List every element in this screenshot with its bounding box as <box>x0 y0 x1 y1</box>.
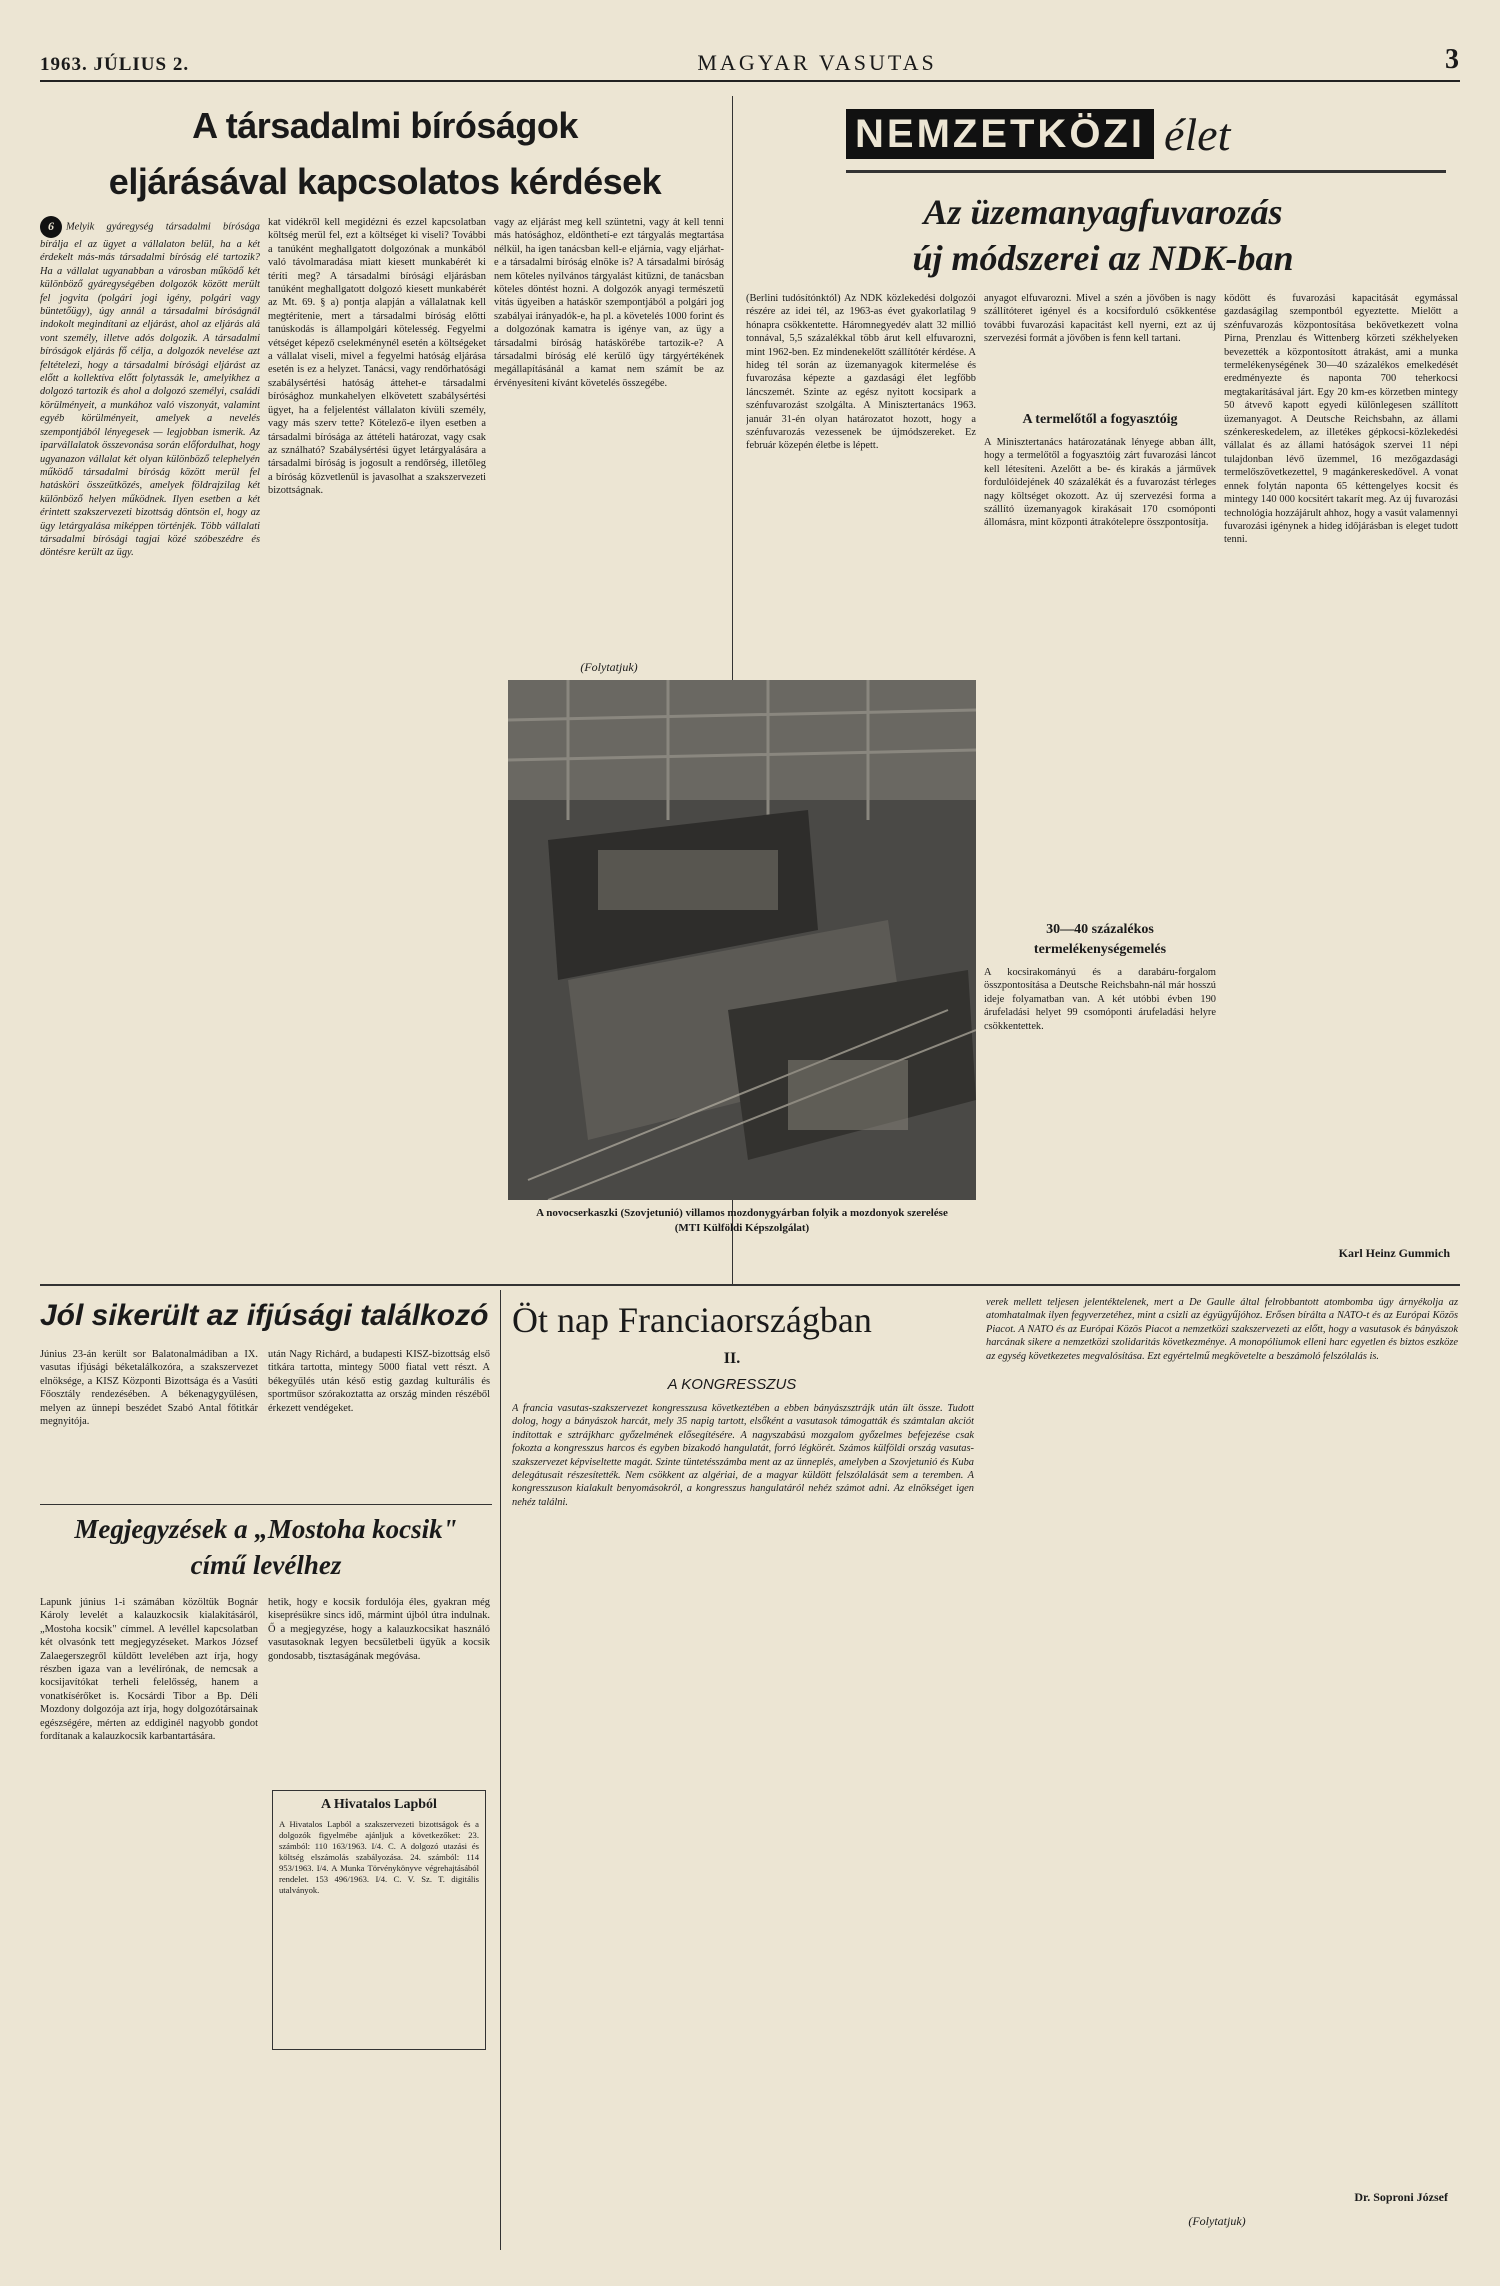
article-subheading: 30—40 százalékos termelékenységemelés <box>1033 922 1167 957</box>
article-column <box>268 1348 490 1498</box>
article-column <box>984 436 1216 916</box>
article-title: Jól sikerült az ifjúsági találkozó <box>40 1299 489 1332</box>
article-column <box>1224 292 1458 1236</box>
section-banner-word: élet <box>1163 108 1231 160</box>
article-text: A kocsirakományú és a darabáru-forgalom összpontosítása a Deutsche Reichsbahn-nál már hosszú ideje folyamatban van. A két utóbbi évben 190 árufeladási helyet 99 csomóponti árufeladási helyre csökkentettek. <box>984 967 1216 1032</box>
article-column <box>494 216 724 656</box>
section-divider <box>40 1504 492 1505</box>
continued-note: (Folytatjuk) <box>580 660 638 674</box>
article-title: eljárásával kapcsolatos kérdések <box>108 161 662 202</box>
author-signature: Dr. Soproni József <box>1354 2190 1448 2204</box>
article-text: A Minisztertanács határozatának lényege abban állt, hogy a termelőtől a fogyasztóig zárt fuvarozási láncot kell létesíteni. Azelőtt a be- és kirakás a járművek fordulóidejének 40 százalékát és a fuvarozást térleges nagy költséget okozott. Az új szervezési forma a szállító üzemanyagok kirakásait 170 csomóponti állomásra, mint központi átrakótelepre összpontosítja. <box>984 437 1216 529</box>
article-title: A társadalmi bíróságok <box>192 105 578 146</box>
article-text: kat vidékről kell megidézni és ezzel kapcsolatban költség merül fel, ezt a költséget ki viseli? További a tanúként meghallgatott dolgozónak a munkából való távolmaradása miatt kiesett munkabérét ki téríti meg? A társadalmi bírósági eljárásban tanúként meghallgatott dolgozó kiesett munkabérét az Mt. 69. § a) pontja alapján a vállalatnak kell megtérítenie, mert a társadalmi bíróság előtti tanúskodás is állampolgári kötelesség. Fegyelmi vétséget képező cselekménynél esetén a költségeket a vállalat viseli, mivel a fegyelmi hatóság eljárása esetén is ez a helyzet. Tanácsi, vagy rendőrhatósági szabálysértési hatóság áttehet-e társadalmi bírósághoz munkahelyen elkövetett szabálysértési ügyet, ha a feljelentést vállalaton kívüli személy, vagy más szerv tette? Kötelező-e ilyen esetben a társadalmi bírósága az áttételi határozat, vagy csak az sználható? Szabálysértési ügyet letárgyalására a társadalmi bíróság is jogosult a rendőrség, illetőleg a bíróság közvetlenül is javasolhat a szakszervezeti bizottságnak. <box>268 217 486 497</box>
article-title: Az üzemanyagfuvarozás <box>923 192 1283 232</box>
factory-photo <box>508 680 976 1200</box>
article-title: új módszerei az NDK-ban <box>912 238 1294 278</box>
article-subheading: A termelőtől a fogyasztóig <box>1022 412 1178 427</box>
banner-rule <box>846 170 1446 173</box>
box-title: A Hivatalos Lapból <box>321 1797 437 1812</box>
article-title: Öt nap Franciaországban <box>512 1300 872 1340</box>
article-text: után Nagy Richárd, a budapesti KISZ-bizottság első titkára tartotta, mintegy 5000 fiatal vett részt. A békegyűlés után késő estig gazdag kulturális és sportműsor szórakoztatta az ország minden részéből érkezett vendégeket. <box>268 1349 490 1414</box>
question-number-marker: 6 <box>40 216 62 238</box>
article-text: anyagot elfuvarozni. Mivel a szén a jövőben is nagy szállítóteret igényel és a kocsiforduló csökkentése további fuvarozási kapacitást kell nyerni, ezt az új szervezési formát a jövőben is fenn kell tartani. <box>984 293 1216 345</box>
author-signature: Karl Heinz Gummich <box>1338 1246 1450 1260</box>
article-text: vagy az eljárást meg kell szüntetni, vagy át kell tenni más hatósághoz, eldönthetí-e ezt tárgyalás megtartása nélkül, ha igen tanácsban kell-e eljárnia, vagy eljárhat-e a társadalmi bíróság elnöke is? A társadalmi bíróság nem köteles nyilvános tárgyalást kitűzni, de tanácsban köteles döntést hozni. A dolgozók anyagi természetű vitás ügyeiben a hatáskör szempontjából a polgári jog szabályai irányadók-e, ha pl. a követelés 1000 forint és a dolgozónak kamatra is igénye van, az ügy a társadalmi bíróság hatáskörébe tartozik-e? A társadalmi bíróság elé kerülő ügy tárgyértékének megállapításánál a kamat nem számít be az érvényesíteni kívánt követelés összegébe. <box>494 217 724 389</box>
article-column <box>268 216 486 1280</box>
box-text: A Hivatalos Lapból a szakszervezeti bizottságok és a dolgozók figyelmébe ajánljuk a következőket: 23. számból: 110 163/1963. I/4. C. A dolgozó utazási és költség elszámolás szabályozása. 24. számból: 114 953/1963. I/4. A Munka Törvénykönyve végrehajtásából rendelet. 153 496/1963. I/4. C. V. Sz. T. digitális utalványok. <box>279 1819 479 1895</box>
article-text: Melyik gyáregység társadalmi bírósága bírálja el az ügyet a vállalaton belül, ha a két érdekelt más-más társadalmi bíróság elé tartozik? Ha a vállalat ugyanabban a városban működő két különböző gyáregységében dolgozók között merült fel jogvita (polgári jogi igény, polgári vagy büntetőügy), úgy annál a társadalmi bíróságnál indokolt megindítani az eljárást, ahol az eljárás alá vont személy, illetve adós dolgozik. A társadalmi bíróságok eljárás fő célja, a dolgozók nevelése azt feltételezi, hogy a társadalmi bírósági eljárást az előtt a kollektíva előtt folytassák le, amelyikhez a dolgozó tartozik és ahol a dolgozó személyi, családi körülményeit, a munkához való viszonyát, valamint egyéb körülményeit, amelyek a nevelés szempontjából lényegesek — legjobban ismerik. Az iparvállalatok összevonása során előfordulhat, hogy ugyanazon vállalat két olyan különböző telephelyén működő társadalmi bíróság között merül fel hatásköri összeütközés, amelyek földrajzilag két különböző helyen működnek. Ilyen esetben a két érintett szakszervezeti bizottság döntsön el, hogy az ügy letárgyalása miképpen történjék. Több vállalati társadalmi bírósági tagjai közé szóbeszédre és döntésre került az ügy. <box>40 221 260 559</box>
article-column <box>40 1348 258 1498</box>
article-column <box>512 1402 974 2242</box>
article-text: A francia vasutas-szakszervezet kongresszusa következtében a ebben bányászsztrájk után ült össze. Tudott dolog, hogy a bányászok harcát, mely 35 napig tartott, elsőként a vasutasok támogatták és számtalan akciót indítottak e sztrájkharc győzelmének elősegítésére. A nagyszabású mozgalom győzelmes befejezése csak fokozta a kongresszus harcos és egyben bizakodó hangulatát, forró légkörét. Számos külföldi ország vasutas-szakszervezet képviseltette magát. Szinte tüntetésszámba ment az az ünneplés, amelyben a Szovjetunió és Kuba delegátusait részesítették. Nem csökkent az algériai, de a magyar küldött felszólalását sem a teremben. A kongresszuson kialakult benyomásokról, a kongresszus hangulatáról nehéz számot adni. Az elnökséget igen nehéz találni. <box>512 1403 974 1508</box>
section-divider <box>508 1284 1460 1286</box>
article-subheading: A KONGRESSZUS <box>667 1376 797 1393</box>
article-text: hetik, hogy e kocsik fordulója éles, gyakran még kiseprésükre sincs idő, mármint újból útra indulnak. Ő a megjegyzése, hogy a kalauzkocsikat használó vasutasoknak legyen becsületbeli ügyük a kocsik gondosabb, tisztaságának megóvása. <box>268 1597 490 1662</box>
page-header <box>40 44 1460 82</box>
section-banner-box: NEMZETKÖZI <box>846 109 1154 159</box>
article-column <box>746 292 976 652</box>
photo-caption-text: A novocserkaszki (Szovjetunió) villamos mozdonygyárban folyik a mozdonyok szerelése <box>536 1207 948 1219</box>
header-paper-name: MAGYAR VASUTAS <box>697 50 937 75</box>
header-date: 1963. JÚLIUS 2. <box>40 54 190 75</box>
official-gazette-box <box>272 1790 486 2050</box>
continued-note: (Folytatjuk) <box>1188 2214 1246 2228</box>
column-divider <box>500 1290 501 2250</box>
article-column <box>40 1596 258 2246</box>
photo-credit: (MTI Külföldi Képszolgálat) <box>674 1222 810 1234</box>
article-title: Megjegyzések a „Mostoha kocsik" <box>74 1514 458 1544</box>
article-column <box>268 1596 490 1756</box>
article-text: Június 23-án került sor Balatonalmádiban a IX. vasutas ifjúsági béketalálkozóra, a szakszervezet elnöksége, a KISZ Központi Bizottsága és a Vasúti Főosztály rendezésében. A békenagygyűlésen, melyen az ünnepi beszédet Szabó Antal főtitkár megnyitója. <box>40 1349 258 1428</box>
section-banner <box>846 104 1230 164</box>
article-column <box>984 966 1216 1266</box>
article-column <box>40 216 260 1280</box>
article-title: című levélhez <box>190 1550 342 1580</box>
article-column <box>984 292 1216 402</box>
article-text: verek mellett teljesen jelentéktelenek, mert a De Gaulle által felrobbantott atombomba úgy árnyékolja az atomhatalmak ilyen fegyverzetéhez, mint a csizli az égyügyűjóhoz. Erősen bírálta a NATO-t és az Európai Közös Piacot. A NATO és az Európai Közös Piacot a nemzetközi szakszervezeti az előtt, hogy a vasutasok és bányászok harcának sikere a nemzetközi szolidaritás következménye. A monopóliumok elleni harc egyetlen és biztos eszköze az egység következetes megvalósítása. Ezt egyértelmű megkövetelte a beszámoló felszólalás is. <box>986 1297 1458 1362</box>
article-text: ködött és fuvarozási kapacitását egymással gazdaságilag szempontból egyeztette. Mielőtt a szénfuvarozás központosítása bekövetkezett volna Pirna, Prenzlau és Wittenberg körzeti székhelyeken bevezették a központosított átrakást, ami a munka termelékenységének 30—40 százalékos emelkedését eredményezte és naponta 700 teherkocsi megtakarításával járt. Egy 20 km-es körzetben mintegy 50 átvevő kapott egyedi különlegesen szállított üzemanyagot. A Deutsche Reichsbahn, az állami szénkereskedelem, az illetékes gépkocsi-közlekedési vállalat és az állami hatóságok szervei 11 népi tulajdonban lévő üzemmel, 16 mezőgazdasági termelőszövetkezettel, 9 magánkereskedővel. A vonat ennek folytán naponta 65 kéttengelyes kocsit és mintegy 140 000 kocsitért takarít meg. Az új fuvarozási technológia hozzájárult ahhoz, hogy a vasút valamennyi fuvarozási igénynek a hideg időjárásban is eleget tudott tenni. <box>1224 293 1458 546</box>
article-text: (Berlini tudósítónktól) Az NDK közlekedési dolgozói részére az idei tél, az 1963-as évet gyakorlatilag 9 hónapra csökkentette. Háromnegyedév alatt 32 millió tonnával, 5,5 százalékkal több árut kell elfuvarozni, mint 1962-ben. Ez mindenekelőtt szállítótér kérdése. A hideg tél során az üzemanyagok kitermelése és fuvarozása képezte a gazdasági élet legfőbb láncszemét. Szinte az egész nyitott kocsipark a szénfuvarozást szolgálta. A Minisztertanács 1963. január 31-én olyan határozatot hozott, hogy a szénfuvarozás vezessenek be újmódszereket. Ez február közepén életbe is lépett. <box>746 293 976 452</box>
series-number: II. <box>723 1350 741 1367</box>
photo-caption <box>508 1206 976 1236</box>
article-text: Lapunk június 1-i számában közöltük Bognár Károly levelét a kalauzkocsik kialakításáról, „Mostoha kocsik" címmel. A levéllel kapcsolatban két olvasónk tett megjegyzéseket. Markos József Zalaegerszegről küldött levelében azt írja, hogy részben igaza van a levélírónak, de nemcsak a kocsijavítókat terheli felelősség, hanem a vonatkísérőket is. Kocsárdi Tibor a Bp. Déli Mozdony dolgozója azt írja, hogy dolgozótársainak egészségére, mérten az eddiginél nagyobb gondot fordítanak a kalauzkocsik karbantartására. <box>40 1597 258 1743</box>
header-page-number: 3 <box>1444 44 1460 75</box>
article-column <box>986 1296 1458 2176</box>
